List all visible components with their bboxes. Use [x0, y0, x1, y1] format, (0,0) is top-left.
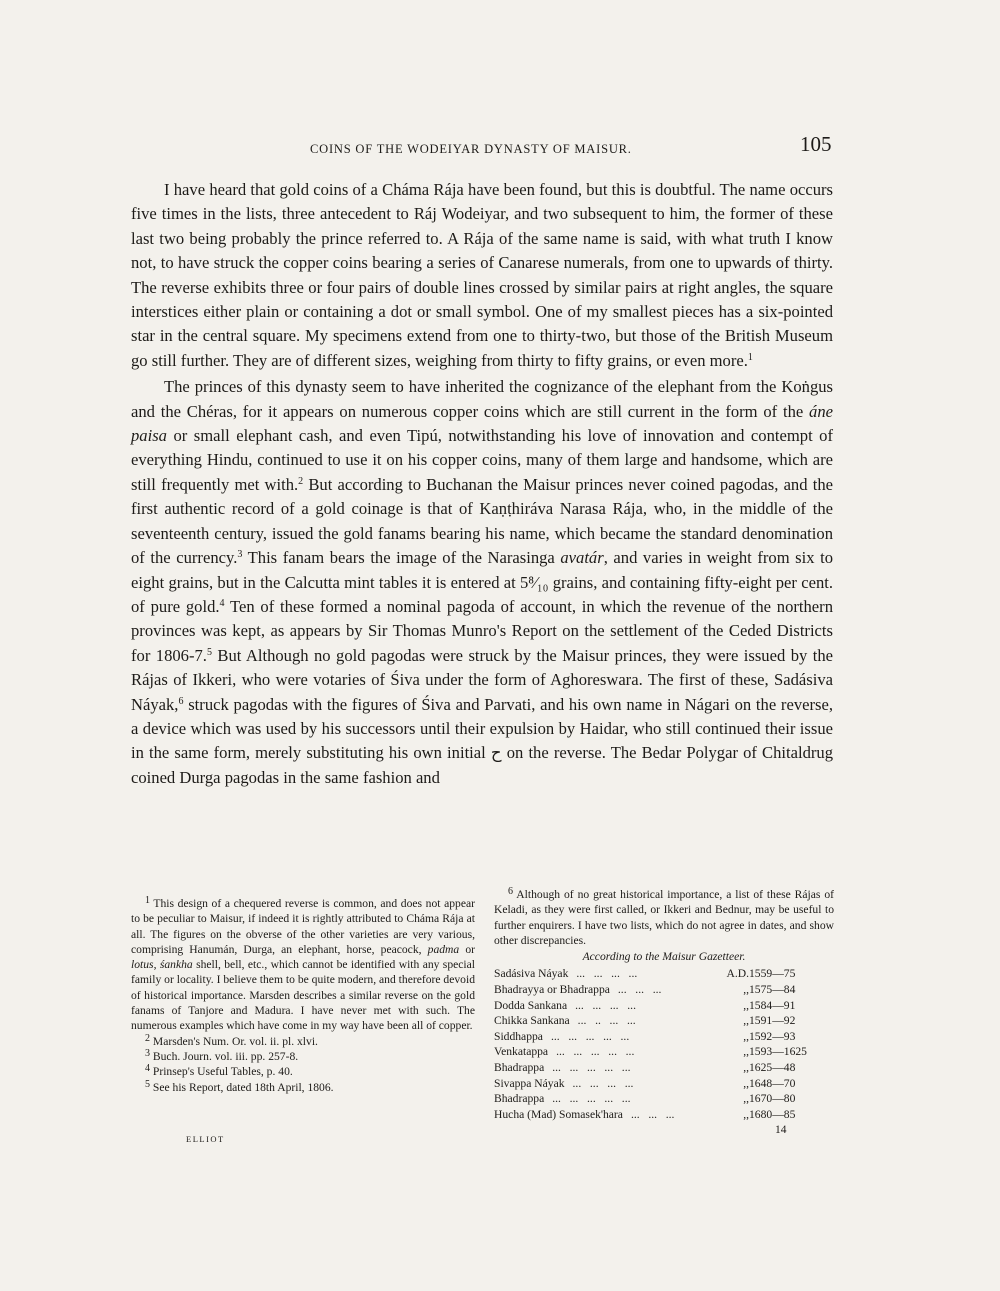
paragraph-2-text-g: But Although no gold pagodas were struck by the Maisur princes, they were issued by the Rájas of Ikkeri, who were votaries of Śiva under the form of Aghoreswara. The first of these, Sadásiva Náyak,: [131, 645, 833, 714]
footnote-5: [131, 1080, 475, 1095]
ruler-row: [494, 1076, 834, 1092]
ruler-name-text: Bhadrappa: [494, 1092, 545, 1106]
ruler-row: [494, 1029, 834, 1045]
ruler-era: ,,: [743, 1029, 749, 1043]
ruler-years: 1584—91: [749, 998, 796, 1012]
leader-dots: ... ... ...: [617, 983, 662, 997]
ruler-years: 1593—1625: [749, 1045, 807, 1059]
page-number: 105: [800, 132, 832, 156]
ruler-name-text: Sadásiva Náyak: [494, 967, 569, 981]
footnote-2-text: Marsden's Num. Or. vol. ii. pl. xlvi.: [152, 1034, 318, 1048]
ruler-era: ,,: [743, 1045, 749, 1059]
footnote-5-text: See his Report, dated 18th April, 1806.: [152, 1080, 334, 1094]
footnote-1-text-d: shell, bell, etc., which cannot be identified with any special family or locality. I believe them to be quite modern, and therefore devoid of historical importance. Marsden describes a similar reverse on the gold fanams of Tanjore and Madura. I have never met with such. The numerous examples which have come in my way have been all of copper.: [131, 958, 475, 1033]
paragraph-2-text-f: Ten of these formed a nominal pagoda of account, in which the revenue of the northern provinces was kept, as appears by Sir Thomas Munro's Report on the settlement of the Ceded Districts for 1806-7.: [131, 596, 833, 665]
ruler-name: [494, 1060, 709, 1076]
footnote-3-marker: 3: [145, 1047, 150, 1059]
ruler-years: 1680—85: [749, 1107, 796, 1121]
term-avatar: avatár: [560, 548, 604, 568]
footnote-1: [131, 896, 475, 1034]
paragraph-2-text-a: The princes of this dynasty seem to have inherited the cognizance of the elephant from the Koṅgus and the Chéras, for it appears on numerous copper coins which are still current in the form of the: [131, 377, 833, 421]
ruler-era: A.D.: [726, 967, 749, 981]
leader-dots: ... .. ... ...: [577, 1014, 636, 1028]
footnote-ref-2[interactable]: 2: [298, 475, 304, 487]
ruler-years: 1559—75: [749, 967, 796, 981]
ruler-name-text: Bhadrappa: [494, 1061, 545, 1075]
ruler-row: [494, 998, 834, 1014]
ruler-name: [494, 1044, 709, 1060]
ruler-name-text: Dodda Sankana: [494, 998, 568, 1012]
paragraph-2-text-d: This fanam bears the image of the Narasinga: [242, 548, 561, 568]
ruler-name: [494, 982, 709, 998]
footnote-1-text-b: or: [459, 942, 475, 956]
footnote-6: [494, 887, 834, 948]
footnote-4: [131, 1064, 475, 1079]
footnote-1-text-c: ,: [153, 958, 160, 972]
main-text: [131, 178, 833, 790]
ruler-era: ,,: [743, 1076, 749, 1090]
footnote-1-marker: 1: [145, 895, 150, 906]
gazetteer-caption: According to the Maisur Gazetteer.: [582, 950, 746, 964]
ruler-name-text: Venkatappa: [494, 1045, 549, 1059]
leader-dots: ... ... ... ... ...: [556, 1045, 635, 1059]
ruler-name: [494, 966, 709, 982]
footnote-ref-5[interactable]: 5: [206, 646, 212, 658]
rulers-table: [494, 966, 834, 1122]
footnote-3: [131, 1049, 475, 1064]
leader-dots: ... ... ... ...: [572, 1076, 634, 1090]
ruler-name: [494, 1076, 709, 1092]
printer-signature: ELLIOT: [186, 1134, 225, 1144]
footnote-ref-4[interactable]: 4: [219, 597, 225, 609]
ruler-years: 1625—48: [749, 1061, 796, 1075]
footnote-6-marker: 6: [508, 886, 513, 897]
leader-dots: ... ... ... ... ...: [552, 1061, 631, 1075]
paragraph-1: [131, 178, 833, 373]
ruler-row: [494, 966, 834, 982]
term-ane-paisa: áne paisa: [131, 401, 833, 446]
ruler-row: [494, 1091, 834, 1107]
paragraph-2-text-e: , and varies in weight from six to eight grains, but in the Calcutta mint tables it is entered at 5⁸⁄₁₀ grains, and containing fifty-eight per cent. of pure gold.: [131, 548, 834, 616]
ruler-name-text: Hucha (Mad) Somasek'hara: [494, 1107, 623, 1121]
persian-initial-glyph: ح: [490, 743, 502, 763]
sheet-number: 14: [775, 1124, 787, 1136]
paragraph-2-text-h: struck pagodas with the figures of Śiva and Parvati, and his own name in Nágari on the reverse, a device which was used by his successors until their expulsion by Haidar, who still continued their issue in the same form, merely substituting his own initial: [131, 694, 833, 763]
paragraph-1-text: I have heard that gold coins of a Cháma Rája have been found, but this is doubtful. The name occurs five times in the lists, three antecedent to Ráj Wodeiyar, and two subsequent to him, the former of these last two being probably the prince referred to. A Rája of the same name is said, with what truth I know not, to have struck the copper coins bearing a series of Canarese numerals, from one to upwards of thirty. The reverse exhibits three or four pairs of double lines crossed by similar pairs at right angles, the square interstices either plain or containing a dot or small symbol. One of my smallest pieces has a six-pointed star in the central square. My specimens extend from one to thirty-two, but those of the British Museum go still further. They are of different sizes, weighing from thirty to fifty grains, or even more.: [131, 180, 833, 370]
rulers-table-body: [494, 966, 834, 1122]
paragraph-2-text-i: on the reverse. The Bedar Polygar of Chitaldrug coined Durga pagodas in the same fashion and: [131, 743, 833, 787]
ruler-row: [494, 1060, 834, 1076]
paragraph-2-text-c: But according to Buchanan the Maisur princes never coined pagodas, and the first authentic record of a gold coinage is that of Kaṇṭhiráva Narasa Rája, who, in the middle of the seventeenth century, issued the gold fanams bearing his name, which became the standard denomination of the currency.: [131, 474, 833, 568]
footnote-6-text: Although of no great historical importance, a list of these Rájas of Keladi, as they were first called, or Ikkeri and Bednur, may be useful to further enquirers. I have two lists, which do not agree in dates, and show other discrepancies.: [494, 888, 834, 947]
footnote-4-marker: 4: [145, 1063, 150, 1075]
footnote-3-text: Buch. Journ. vol. iii. pp. 257-8.: [152, 1049, 299, 1063]
footnote-ref-3[interactable]: 3: [237, 549, 243, 561]
ruler-era: ,,: [743, 1014, 749, 1028]
leader-dots: ... ... ... ...: [576, 967, 638, 981]
footnote-2: [131, 1034, 475, 1049]
ruler-years: 1591—92: [749, 1014, 796, 1028]
ruler-years: 1592—93: [749, 1029, 796, 1043]
ruler-name-text: Sivappa Náyak: [494, 1076, 565, 1090]
paragraph-2: [131, 375, 833, 790]
term-padma: padma: [427, 942, 460, 956]
footnote-1-text-a: This design of a chequered reverse is common, and does not appear to be peculiar to Maisur, if indeed it is rightly attributed to Cháma Rája at all. The figures on the obverse of the other varieties are very various, comprising Hanumán, Durga, an elephant, horse, peacock,: [131, 897, 475, 956]
leader-dots: ... ... ... ... ...: [550, 1029, 630, 1043]
ruler-era: ,,: [743, 1107, 749, 1121]
footnote-5-marker: 5: [145, 1078, 150, 1090]
ruler-era: ,,: [743, 1061, 749, 1075]
term-sankha: śankha: [159, 958, 193, 972]
leader-dots: ... ... ... ...: [575, 998, 636, 1012]
footnote-ref-1[interactable]: 1: [747, 351, 753, 363]
ruler-years: 1648—70: [749, 1076, 796, 1090]
ruler-name: [494, 1029, 709, 1045]
ruler-era: ,,: [743, 998, 749, 1012]
footnote-ref-6[interactable]: 6: [178, 695, 184, 707]
ruler-years: 1575—84: [749, 983, 796, 997]
ruler-years: 1670—80: [749, 1092, 796, 1106]
ruler-name: [494, 1013, 709, 1029]
footnote-2-marker: 2: [145, 1032, 150, 1044]
ruler-era: ,,: [743, 1092, 749, 1106]
ruler-row: [494, 1044, 834, 1060]
leader-dots: ... ... ... ... ...: [552, 1092, 631, 1106]
term-lotus: lotus: [131, 958, 154, 972]
ruler-row: [494, 982, 834, 998]
ruler-name: [494, 1091, 709, 1107]
footnote-4-text: Prinsep's Useful Tables, p. 40.: [152, 1065, 293, 1079]
ruler-row: [494, 1107, 834, 1123]
ruler-name: [494, 998, 709, 1014]
ruler-era: ,,: [743, 983, 749, 997]
footnotes-left-column: [131, 896, 475, 1095]
paragraph-2-text-b: or small elephant cash, and even Tipú, notwithstanding his love of innovation and contempt of everything Hindu, continued to use it on his copper coins, many of them large and handsome, which are still frequently met with.: [131, 426, 833, 494]
ruler-row: [494, 1013, 834, 1029]
running-header: COINS OF THE WODEIYAR DYNASTY OF MAISUR.: [310, 142, 632, 156]
ruler-name: [494, 1107, 709, 1123]
ruler-name-text: Bhadrayya or Bhadrappa: [494, 983, 610, 997]
ruler-name-text: Siddhappa: [494, 1029, 543, 1043]
leader-dots: ... ... ...: [630, 1107, 675, 1121]
footnotes-right-column: [494, 887, 834, 1122]
ruler-name-text: Chikka Sankana: [494, 1014, 570, 1028]
